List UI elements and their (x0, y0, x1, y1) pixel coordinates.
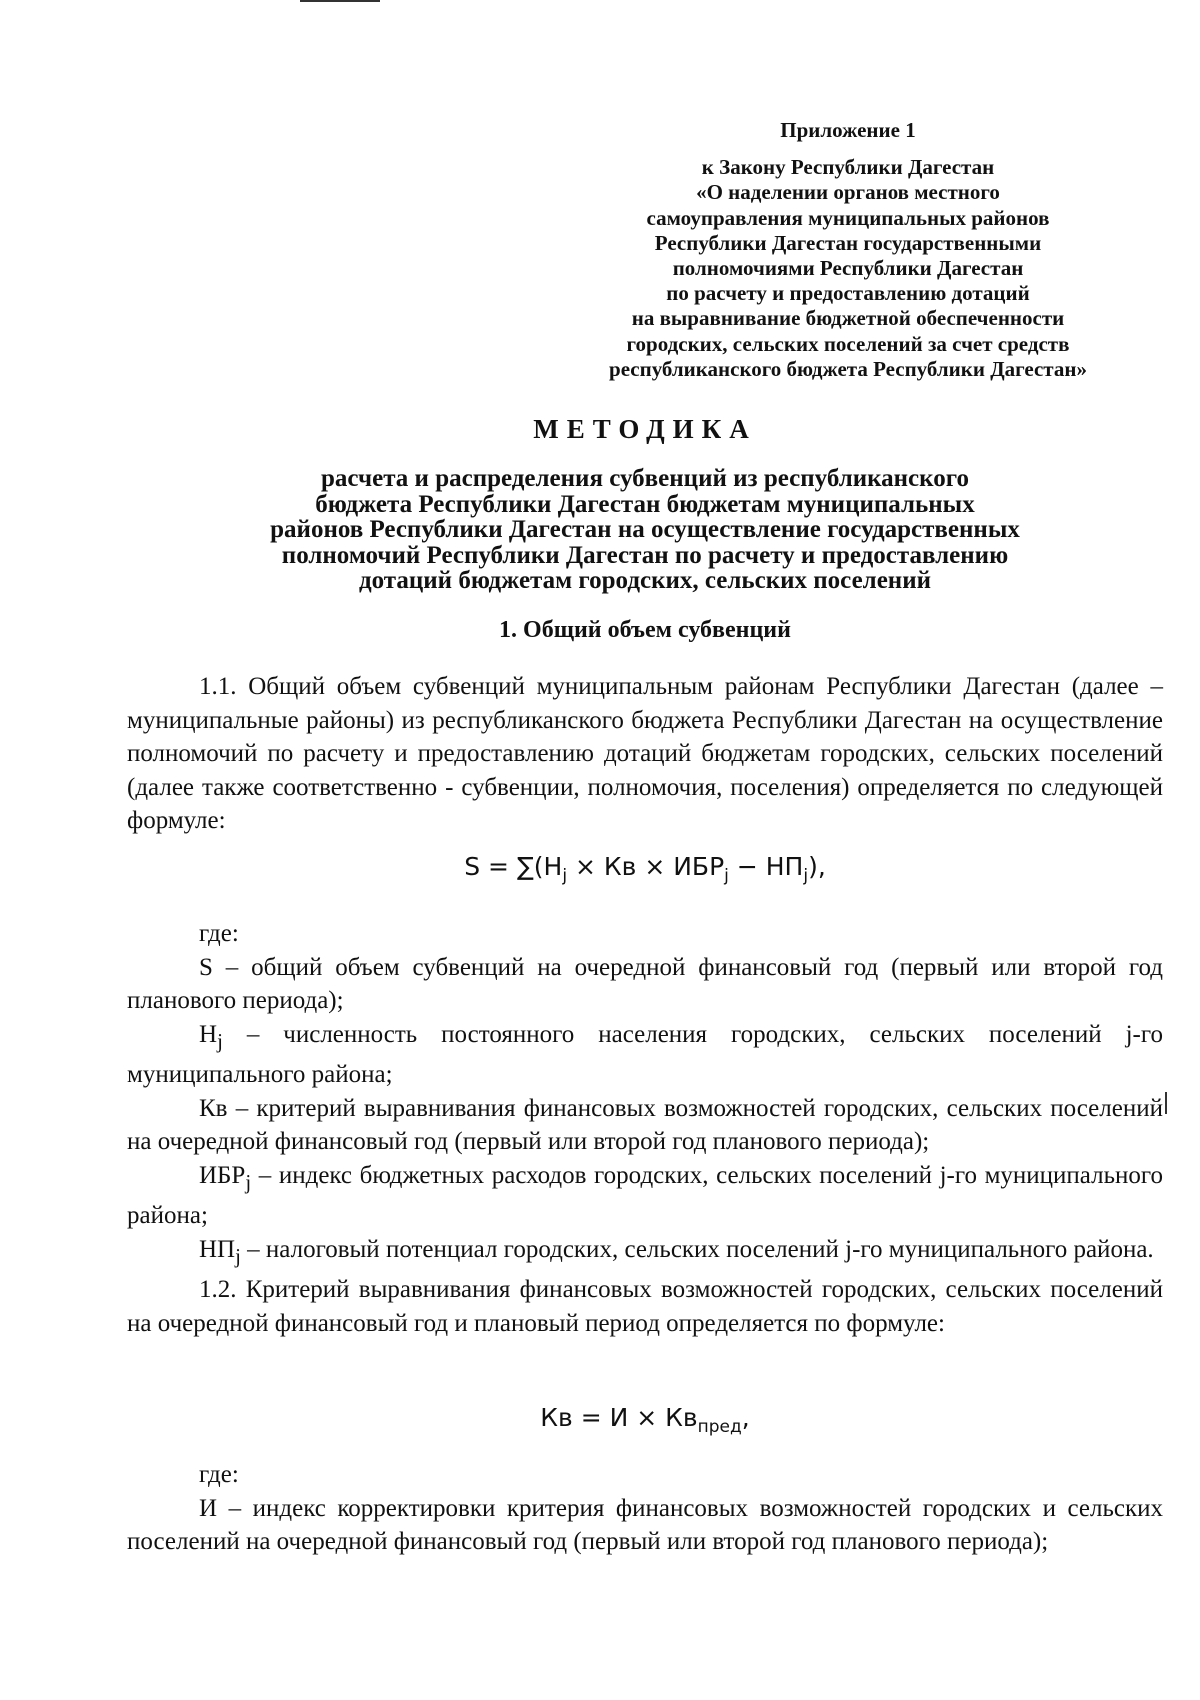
appendix-line: к Закону Республики Дагестан (701, 155, 995, 180)
subtitle-line: районов Республики Дагестан на осуществление государственных (270, 516, 1020, 543)
definition-item (127, 1092, 1163, 1159)
definition-subscript: j (235, 1243, 241, 1268)
paragraph-1-1 (127, 670, 1163, 838)
where-label: где: (199, 920, 239, 947)
definition-item (127, 1492, 1163, 1559)
definitions-block-2 (127, 1458, 1163, 1559)
formula-subscript: j (803, 866, 809, 886)
formula-part: , (741, 1403, 750, 1432)
formula-subscript: j (724, 866, 729, 886)
definition-symbol: Кв (199, 1094, 228, 1122)
definition-symbol: H (199, 1020, 218, 1048)
definition-symbol: И (199, 1494, 218, 1522)
formula-subscript: j (562, 866, 568, 886)
formula-part: × Кв × ИБР (567, 852, 725, 881)
appendix-line: Республики Дагестан государственными (654, 230, 1042, 255)
formula-part: ), (808, 852, 826, 881)
definition-item (127, 1159, 1163, 1233)
appendix-line: городских, сельских поселений за счет средств (626, 331, 1070, 356)
definition-subscript: j (245, 1169, 252, 1194)
document-title: МЕТОДИКА (533, 414, 757, 444)
scan-artifact (300, 0, 380, 2)
definition-text: – индекс корректировки критерия финансовых возможностей городских и сельских поселений на очередной финансовый год (первый или второй год планового периода); (127, 1494, 1163, 1555)
appendix-title: Приложение 1 (780, 118, 916, 142)
appendix-line: полномочиями Республики Дагестан (672, 256, 1024, 281)
definitions-block-1 (127, 917, 1163, 1340)
subtitle-line: бюджета Республики Дагестан бюджетам муниципальных (315, 490, 975, 518)
subtitle-line: расчета и распределения субвенций из республиканского (321, 465, 969, 492)
subtitle-line: полномочий Республики Дагестан по расчету и предоставлению (281, 541, 1009, 569)
formula-subscript: пред (697, 1417, 742, 1437)
formula-equalization-criterion (127, 1403, 1163, 1437)
appendix-line: на выравнивание бюджетной обеспеченности (631, 306, 1065, 331)
formula-part: S = ∑(H (464, 852, 563, 881)
appendix-line: «О наделении органов местного (696, 180, 1000, 205)
formula-part: − НП (728, 852, 804, 881)
definition-subscript: j (217, 1028, 223, 1053)
definition-text: – индекс бюджетных расходов городских, сельских поселений j-го муниципального района; (127, 1161, 1163, 1229)
definition-symbol: НП (199, 1235, 236, 1263)
formula-subvention-total (127, 852, 1163, 886)
definition-symbol: S (199, 953, 213, 981)
document-subtitle (200, 466, 1090, 594)
appendix-line: республиканского бюджета Республики Дагестан» (609, 356, 1087, 381)
paragraph-1-2: 1.2. Критерий выравнивания финансовых возможностей городских, сельских поселений на очередной финансовый год и плановый период определяется по формуле: (127, 1276, 1163, 1337)
definition-text: – численность постоянного населения городских, сельских поселений j-го муниципального района; (127, 1020, 1163, 1088)
definition-item (127, 1018, 1163, 1092)
definition-symbol: ИБР (199, 1161, 246, 1189)
definition-text: – налоговый потенциал городских, сельских поселений j-го муниципального района. (240, 1235, 1154, 1263)
appendix-line: самоуправления муниципальных районов (646, 205, 1050, 230)
definition-item (127, 951, 1163, 1018)
where-label: где: (199, 1461, 239, 1488)
paragraph-text: 1.1. Общий объем субвенций муниципальным районам Республики Дагестан (далее – муниципальные районы) из республиканского бюджета Республики Дагестан на осуществление полномочий по расчету и предоставлению дотаций бюджетам городских, сельских поселений (далее также соответственно - субвенции, полномочия, поселения) определяется по следующей формуле: (127, 673, 1163, 834)
section-title: 1. Общий объем субвенций (499, 617, 791, 643)
subtitle-line: дотаций бюджетам городских, сельских поселений (358, 567, 932, 594)
appendix-line: по расчету и предоставлению дотаций (666, 281, 1030, 306)
definition-item (127, 1233, 1163, 1274)
scan-artifact (1165, 1092, 1167, 1114)
definition-text: – общий объем субвенций на очередной финансовый год (первый или второй год планового периода); (127, 953, 1163, 1014)
formula-part: Кв = И × Кв (540, 1403, 698, 1432)
definition-text: – критерий выравнивания финансовых возможностей городских, сельских поселений на очередной финансовый год (первый или второй год планового периода); (127, 1094, 1163, 1155)
appendix-header (568, 118, 1128, 382)
